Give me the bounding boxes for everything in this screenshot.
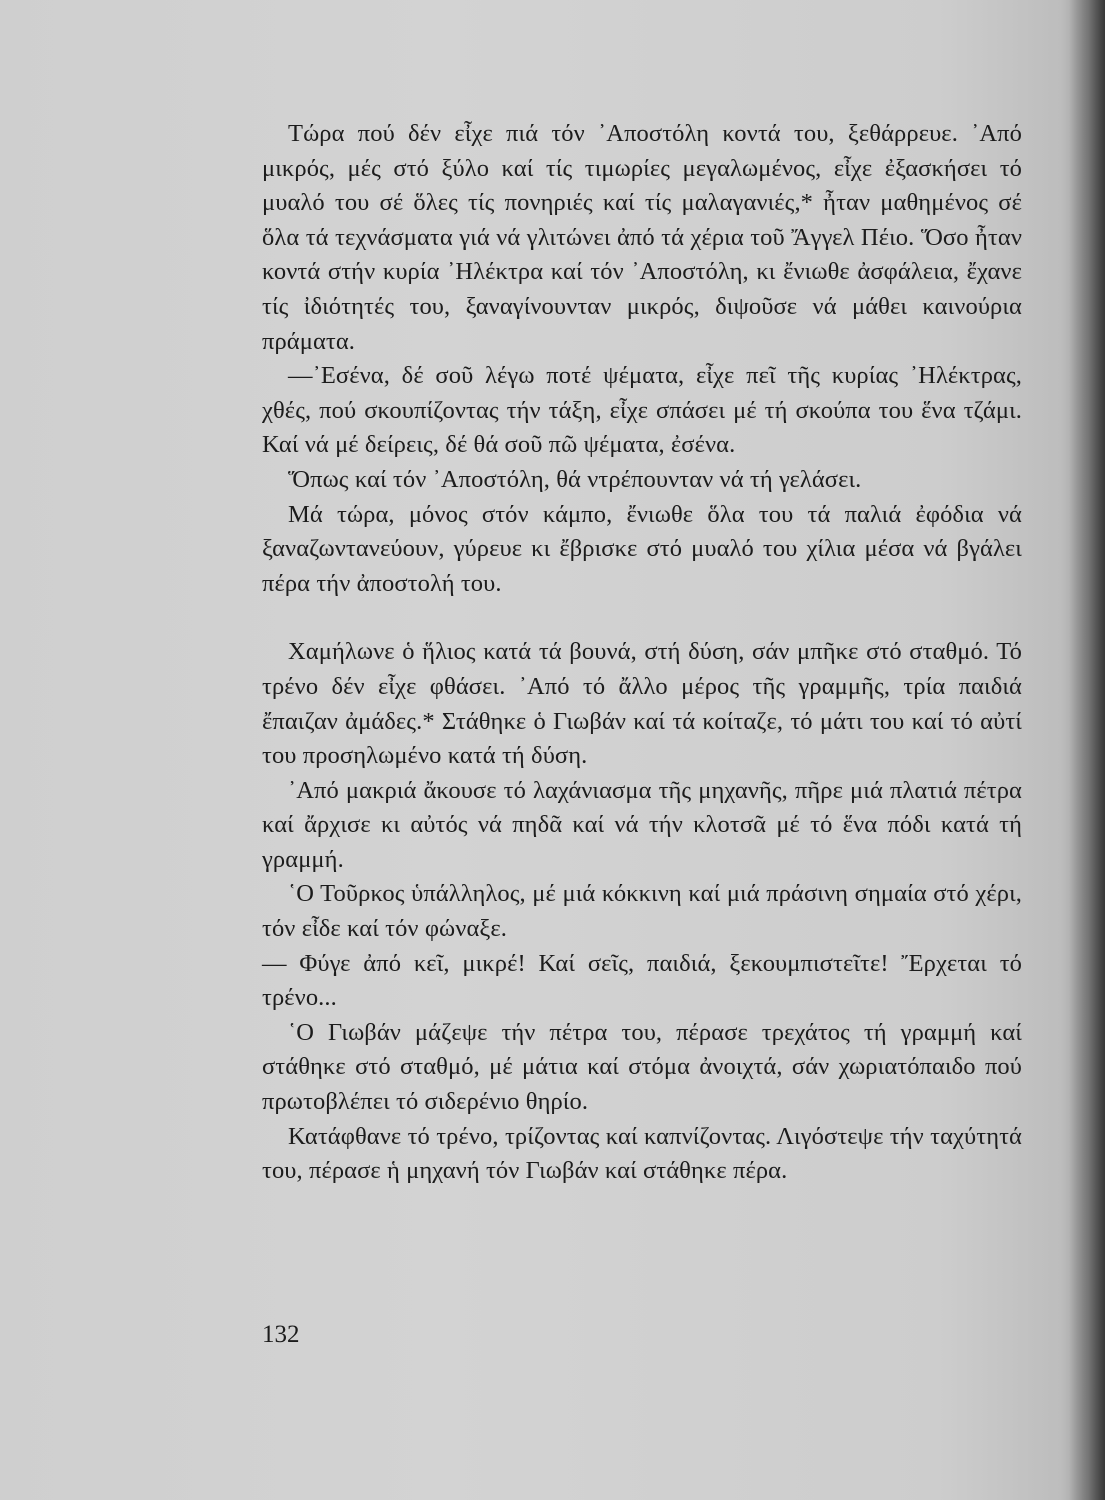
paragraph: ᾽Από μακριά ἄκουσε τό λαχάνιασμα τῆς μηχανῆς, πῆρε μιά πλατιά πέτρα καί ἄρχισε κι αὐτός νά πηδᾶ καί νά τήν κλοτσᾶ μέ τό ἕνα πόδι κατά τή γραμμή. [262, 776, 1022, 873]
paragraph: Χαμήλωνε ὁ ἥλιος κατά τά βουνά, στή δύση, σάν μπῆκε στό σταθμό. Τό τρένο δέν εἶχε φθάσει. ᾽Από τό ἄλλο μέρος τῆς γραμμῆς, τρία παιδιά ἔπαιζαν ἀμάδες.* Στάθηκε ὁ Γιωβάν καί τά κοίταζε, τό μάτι του καί τό αὐτί του προσηλωμένο κατά τή δύση. [262, 638, 1022, 770]
paragraph: Μά τώρα, μόνος στόν κάμπο, ἔνιωθε ὅλα του τά παλιά ἐφόδια νά ξαναζωντανεύουν, γύρευε κι ἔβρισκε στό μυαλό του χίλια μέσα νά βγάλει πέρα τήν ἀποστολή του. [262, 500, 1022, 597]
binding-shadow [1069, 0, 1105, 1500]
paragraph: ῾Ο Τοῦρκος ὑπάλληλος, μέ μιά κόκκινη καί μιά πράσινη σημαία στό χέρι, τόν εἶδε καί τόν φώναξε. [262, 880, 1022, 943]
section-break [262, 601, 1022, 635]
body-text [262, 117, 1022, 1189]
page-number: 132 [262, 1321, 300, 1348]
paragraph: Κατάφθανε τό τρένο, τρίζοντας καί καπνίζοντας. Λιγόστεψε τήν ταχύτητά του, πέρασε ἡ μηχανή τόν Γιωβάν καί στάθηκε πέρα. [262, 1122, 1022, 1185]
paragraph: Ὅπως καί τόν ᾽Αποστόλη, θά ντρέπουνταν νά τή γελάσει. [288, 465, 862, 493]
paragraph: Τώρα πού δέν εἶχε πιά τόν ᾽Αποστόλη κοντά του, ξεθάρρευε. ᾽Από μικρός, μές στό ξύλο καί τίς τιμωρίες μεγαλωμένος, εἶχε ἐξασκήσει τό μυαλό του σέ ὅλες τίς πονηριές καί τίς μαλαγανιές,* ἦταν μαθημένος σέ ὅλα τά τεχνάσματα γιά νά γλιτώνει ἀπό τά χέρια τοῦ Ἄγγελ Πέιο. Ὅσο ἦταν κοντά στήν κυρία ᾽Ηλέκτρα καί τόν ᾽Αποστόλη, κι ἔνιωθε ἀσφάλεια, ἔχανε τίς ἰδιότητές του, ξαναγίνουνταν μικρός, διψοῦσε νά μάθει καινούρια πράματα. [262, 120, 1022, 355]
paragraph: — Φύγε ἀπό κεῖ, μικρέ! Καί σεῖς, παιδιά, ξεκουμπιστεῖτε! Ἔρχεται τό τρένο... [262, 949, 1022, 1012]
paragraph: ῾Ο Γιωβάν μάζεψε τήν πέτρα του, πέρασε τρεχάτος τή γραμμή καί στάθηκε στό σταθμό, μέ μάτια καί στόμα ἀνοιχτά, σάν χωριατόπαιδο πού πρωτοβλέπει τό σιδερένιο θηρίο. [262, 1018, 1022, 1116]
paragraph: —᾽Εσένα, δέ σοῦ λέγω ποτέ ψέματα, εἶχε πεῖ τῆς κυρίας ᾽Ηλέκτρας, χθές, πού σκουπίζοντας τήν τάξη, εἶχε σπάσει μέ τή σκούπα του ἕνα τζάμι. Καί νά μέ δείρεις, δέ θά σοῦ πῶ ψέματα, ἐσένα. [262, 362, 1022, 459]
